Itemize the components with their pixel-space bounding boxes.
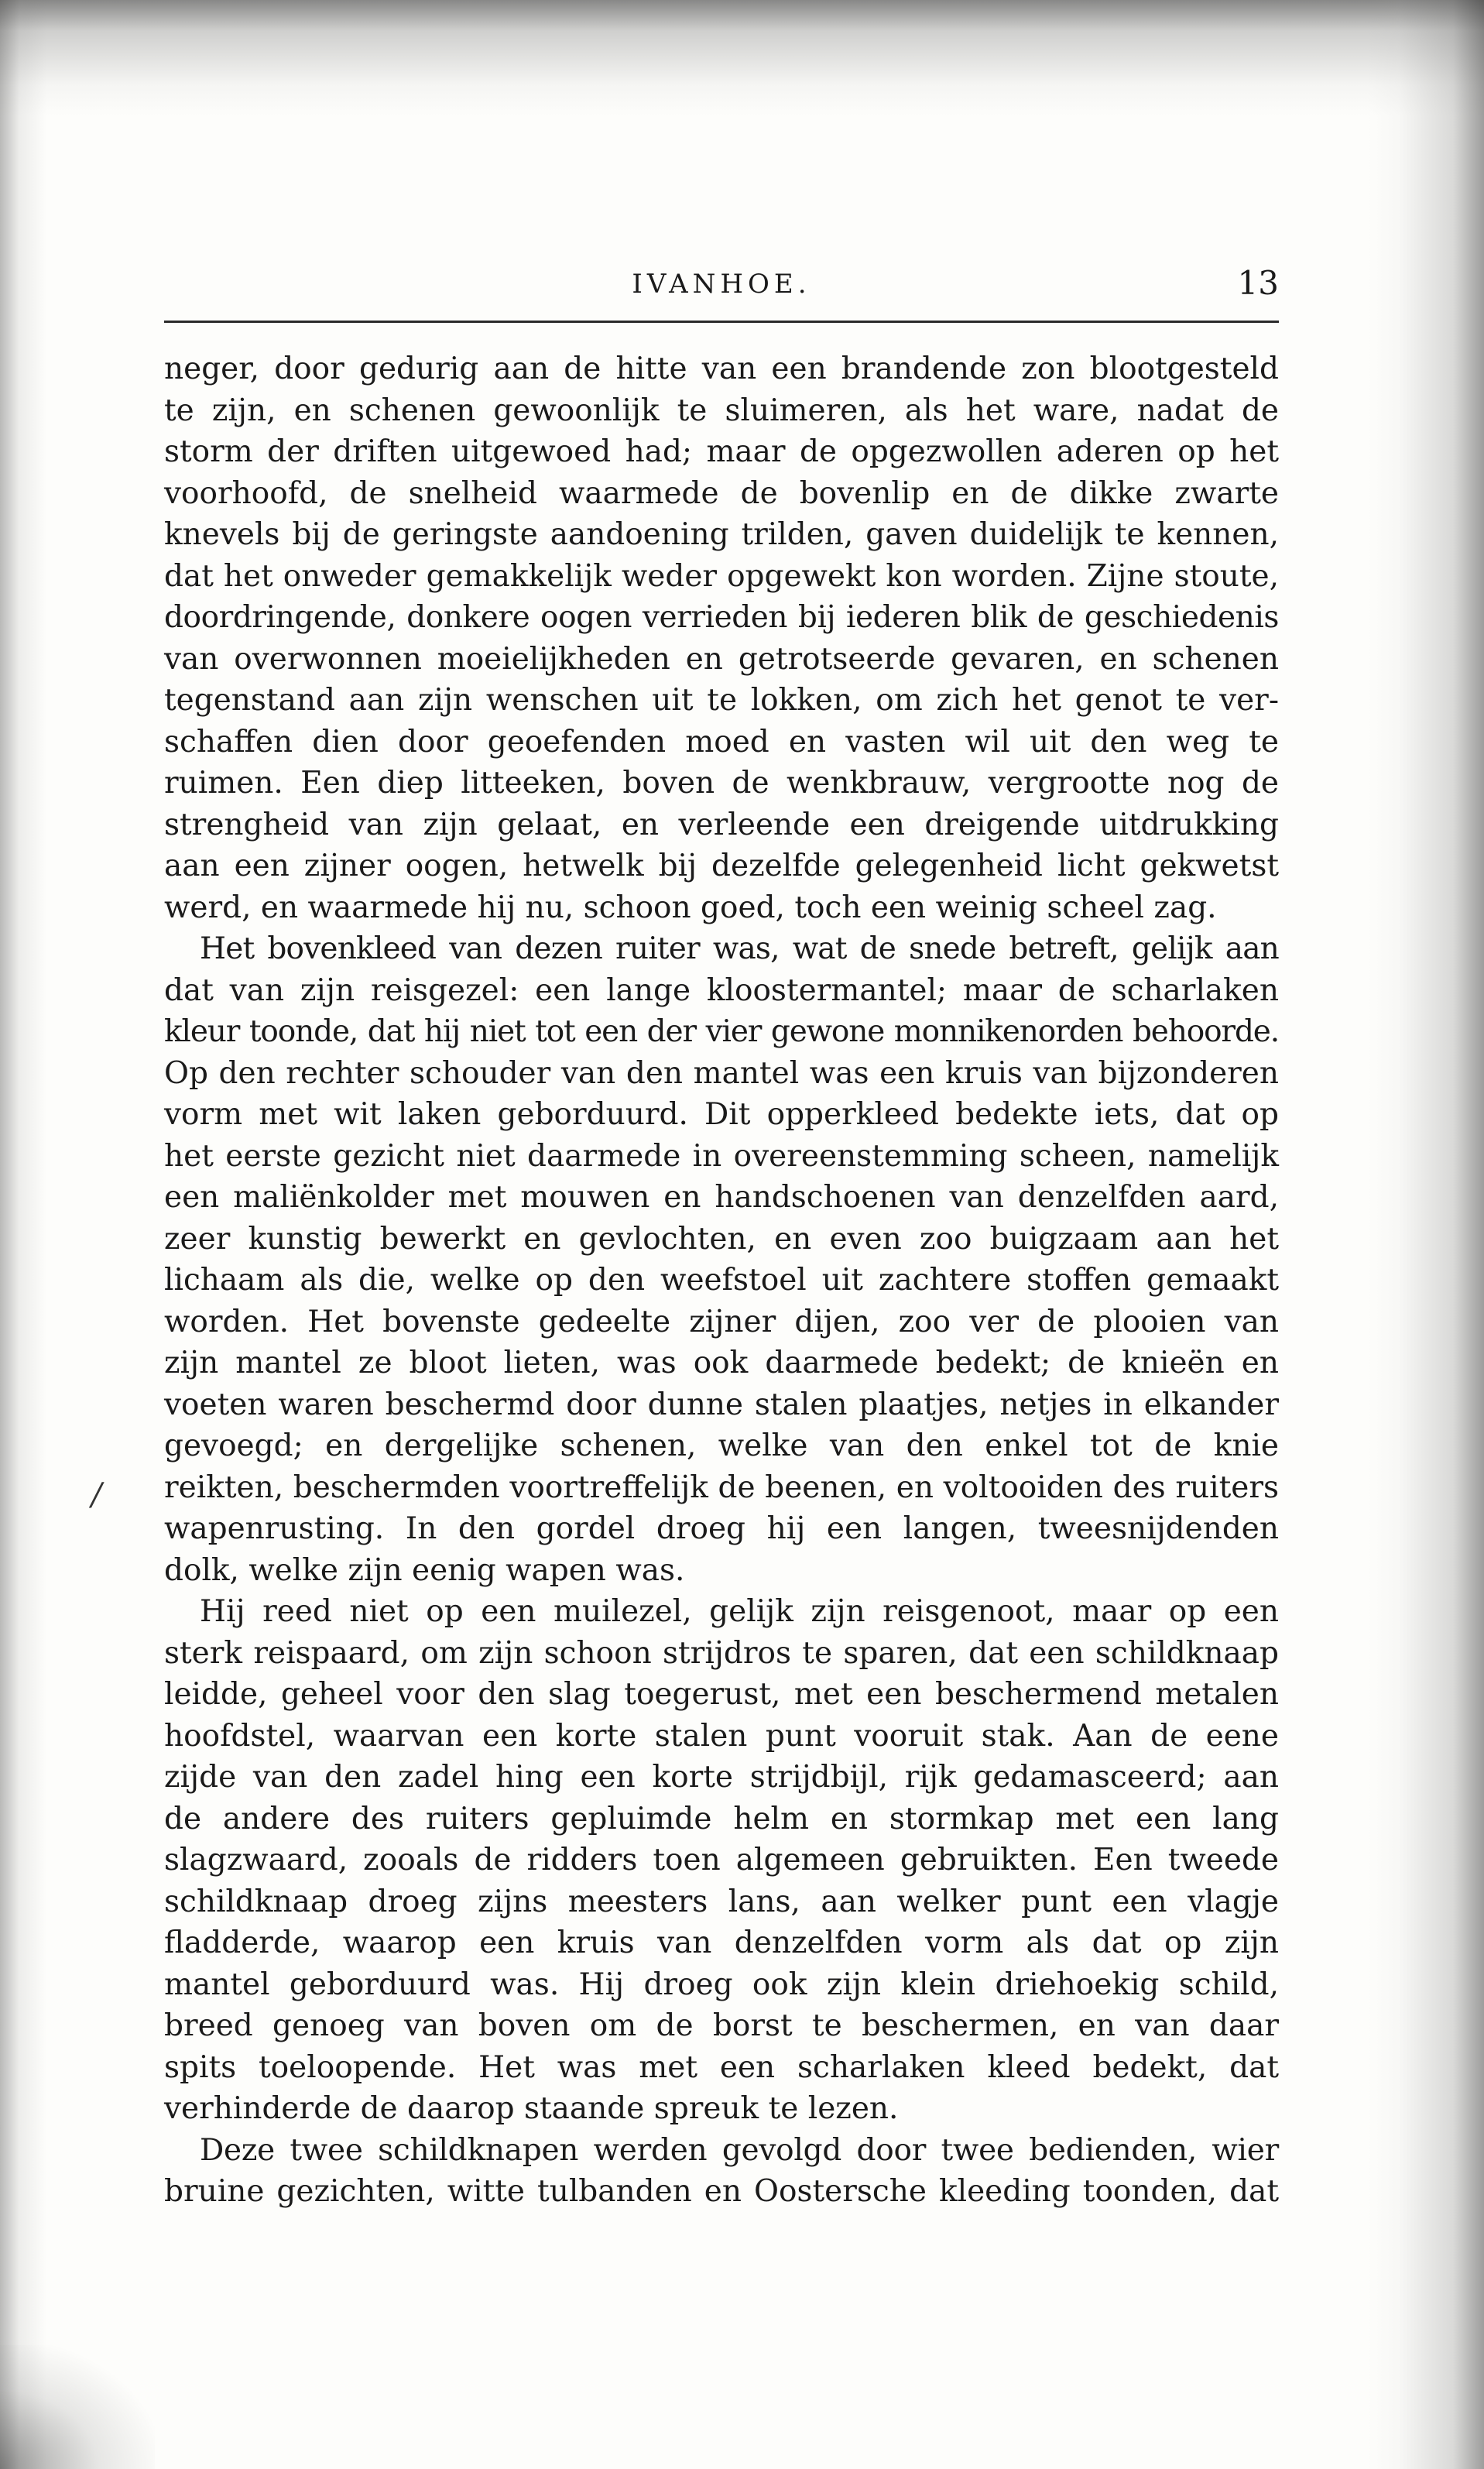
text-line: sterk reispaard, om zijn schoon strijdros te sparen, dat een schildknaap [164,1635,1279,1671]
running-title: IVANHOE. [632,269,811,300]
scan-edge-top [0,0,1484,116]
text-line: het eerste gezicht niet daarmede in overeenstemming scheen, namelijk [164,1138,1279,1174]
text-line: vorm met wit laken geborduurd. Dit opperkleed bedekte iets, dat op [164,1097,1279,1132]
text-line: knevels bij de geringste aandoening trilden, gaven duidelijk te kennen, [164,517,1279,552]
paragraph [164,928,1279,1591]
text-line: tegenstand aan zijn wenschen uit te lokken, om zich het genot te ver- [164,683,1279,718]
text-line: voorhoofd, de snelheid waarmede de bovenlip en de dikke zwarte [164,475,1279,511]
scan-edge-left [0,0,46,2469]
header-rule [164,321,1279,323]
text-line: Deze twee schildknapen werden gevolgd door twee bedienden, wier [200,2132,1279,2168]
page-number: 13 [1237,264,1279,302]
text-line: slagzwaard, zooals de ridders toen algemeen gebruikten. Een tweede [164,1843,1279,1877]
page-header [164,264,1279,314]
text-line: gevoegd; en dergelijke schenen, welke van den enkel tot de knie [164,1428,1279,1463]
paragraph [164,2130,1279,2213]
text-line: zijn mantel ze bloot lieten, was ook daarmede bedekt; de knieën en [164,1346,1279,1380]
text-line: strengheid van zijn gelaat, en verleende een dreigende uitdrukking [164,807,1279,842]
text-line: aan een zijner oogen, hetwelk bij dezelfde gelegenheid licht gekwetst [164,849,1279,883]
text-line: Op den rechter schouder van den mantel was een kruis van bijzonderen [164,1055,1279,1091]
paragraph [164,1591,1279,2130]
text-line: een maliënkolder met mouwen en handschoenen van denzelfden aard, [164,1180,1279,1215]
text-line: storm der driften uitgewoed had; maar de opgezwollen aderen op het [164,434,1279,469]
body-text [164,348,1279,2213]
text-line: kleur toonde, dat hij niet tot een der vier gewone monnikenorden behoorde. [164,1014,1279,1049]
scan-edge-bottom-left [0,2345,155,2469]
text-line: lichaam als die, welke op den weefstoel uit zachtere stoffen gemaakt [164,1263,1279,1298]
text-line: te zijn, en schenen gewoonlijk te sluimeren, als het ware, nadat de [164,393,1279,428]
text-line: van overwonnen moeielijkheden en getrotseerde gevaren, en schenen [164,641,1279,677]
text-line: reikten, beschermden voortreffelijk de beenen, en voltooiden des ruiters [164,1469,1279,1505]
text-line: schildknaap droeg zijns meesters lans, aan welker punt een vlagje [164,1884,1279,1919]
text-line: doordringende, donkere oogen verrieden bij iederen blik de geschiedenis [164,600,1279,635]
text-line: mantel geborduurd was. Hij droeg ook zijn klein driehoekig schild, [164,1967,1279,2002]
text-line: hoofdstel, waarvan een korte stalen punt vooruit stak. Aan de eene [164,1718,1279,1754]
paragraph [164,348,1279,928]
text-line: de andere des ruiters gepluimde helm en stormkap met een lang [164,1801,1279,1836]
text-line: breed genoeg van boven om de borst te beschermen, en van daar [164,2008,1279,2043]
text-line: Het bovenkleed van dezen ruiter was, wat de snede betreft, gelijk aan [200,931,1279,966]
margin-mark: / [91,1477,102,1513]
text-line: schaffen dien door geoefenden moed en vasten wil uit den weg te [164,724,1279,760]
text-line: worden. Het bovenste gedeelte zijner dijen, zoo ver de plooien van [164,1304,1279,1339]
text-line: ruimen. Een diep litteeken, boven de wenkbrauw, vergrootte nog de [164,766,1279,801]
text-line: zeer kunstig bewerkt en gevlochten, en even zoo buigzaam aan het [164,1221,1279,1257]
text-line: spits toeloopende. Het was met een scharlaken kleed bedekt, dat [164,2049,1279,2085]
text-line: zijde van den zadel hing een korte strijdbijl, rijk gedamasceerd; aan [164,1760,1279,1795]
text-line: dolk, welke zijn eenig wapen was. [164,1552,685,1588]
text-line: fladderde, waarop een kruis van denzelfden vorm als dat op zijn [164,1925,1279,1960]
text-line: werd, en waarmede hij nu, schoon goed, toch een weinig scheel zag. [164,890,1217,925]
text-line: voeten waren beschermd door dunne stalen plaatjes, netjes in elkander [164,1387,1279,1422]
text-line: Hij reed niet op een muilezel, gelijk zijn reisgenoot, maar op een [200,1594,1279,1629]
text-line: leidde, geheel voor den slag toegerust, met een beschermend metalen [164,1677,1279,1712]
scan-edge-right [1368,0,1484,2469]
text-line: dat het onweder gemakkelijk weder opgewekt kon worden. Zijne stoute, [164,558,1279,594]
text-line: verhinderde de daarop staande spreuk te lezen. [164,2091,899,2126]
text-line: neger, door gedurig aan de hitte van een brandende zon blootgesteld [164,351,1279,386]
text-line: dat van zijn reisgezel: een lange kloostermantel; maar de scharlaken [164,972,1279,1008]
text-line: bruine gezichten, witte tulbanden en Oostersche kleeding toonden, dat [164,2174,1279,2209]
text-line: wapenrusting. In den gordel droeg hij een langen, tweesnijdenden [164,1511,1279,1546]
